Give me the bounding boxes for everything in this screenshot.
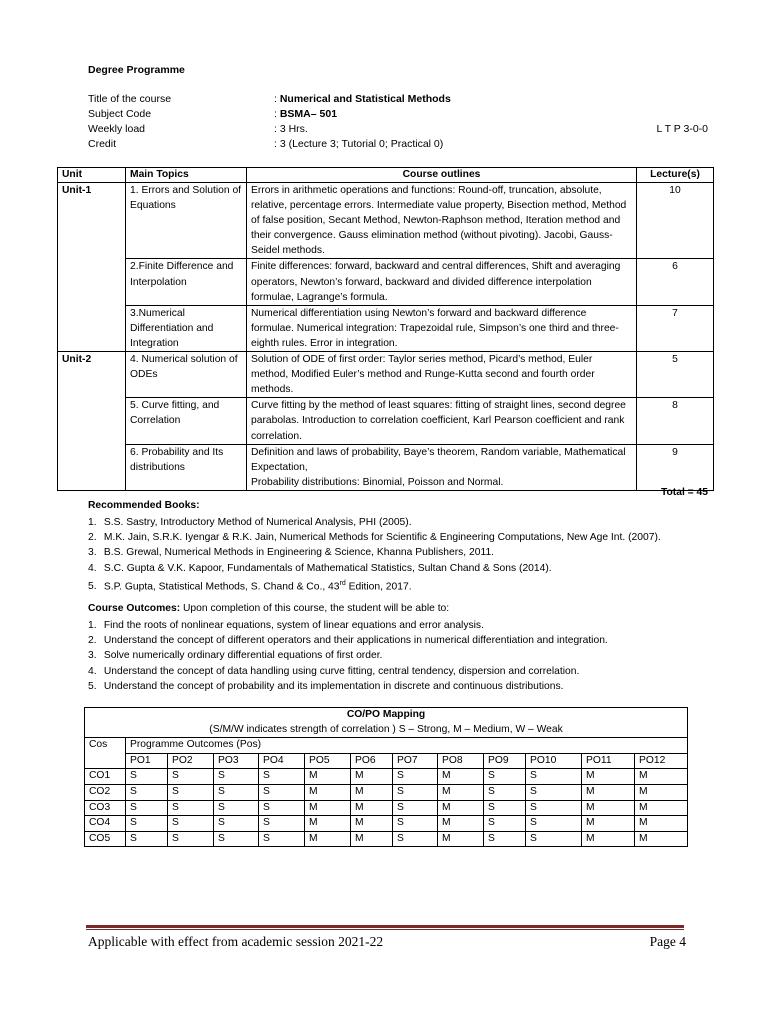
mapping-cell: S xyxy=(526,800,582,816)
mapping-cell: M xyxy=(438,769,484,785)
co-label: CO1 xyxy=(85,769,126,785)
table-row xyxy=(85,769,688,785)
credit-label: Credit xyxy=(88,138,117,150)
mapping-title: CO/PO Mapping xyxy=(85,708,688,723)
mapping-cell: S xyxy=(126,769,168,785)
co-label: CO4 xyxy=(85,816,126,832)
table-row xyxy=(58,398,714,444)
table-header-row xyxy=(58,168,714,183)
course-title-label: Title of the course xyxy=(88,93,172,105)
mapping-title-row xyxy=(85,708,688,723)
table-row xyxy=(58,183,714,259)
outcome-text: Solve numerically ordinary differential equations of first order. xyxy=(103,650,383,662)
mapping-cell: S xyxy=(126,816,168,832)
mapping-cell: S xyxy=(484,784,526,800)
po-header: PO1 xyxy=(126,753,168,769)
table-row xyxy=(85,800,688,816)
mapping-cell: S xyxy=(214,831,259,847)
course-outcomes-intro xyxy=(88,603,449,614)
book-text: S.C. Gupta & V.K. Kapoor, Fundamentals of Mathematical Statistics, Sultan Chand & Sons (2014). xyxy=(103,562,552,574)
unit-cell: Unit-2 xyxy=(58,352,126,398)
list-item: 1. Find the roots of nonlinear equations, system of linear equations and error analysis. xyxy=(88,620,484,631)
table-row xyxy=(85,816,688,832)
footer-text: Applicable with effect from academic session 2021-22 xyxy=(88,934,384,949)
po-header: PO7 xyxy=(393,753,438,769)
mapping-cell: S xyxy=(168,816,214,832)
list-item: 2. M.K. Jain, S.R.K. Iyengar & R.K. Jain, Numerical Methods for Scientific & Engineering Computations, New Age Int. (2007). xyxy=(88,532,661,544)
lectures-cell: 5 xyxy=(637,352,714,398)
mapping-group-row xyxy=(85,738,688,754)
footer-rule-thin xyxy=(86,929,684,930)
col-header-main-topics: Main Topics xyxy=(126,168,247,183)
mapping-cell: M xyxy=(438,800,484,816)
mapping-cell: S xyxy=(168,831,214,847)
topic-cell: 6. Probability and Its distributions xyxy=(126,444,247,490)
table-row xyxy=(58,444,714,490)
mapping-cell: S xyxy=(259,816,305,832)
mapping-cell: S xyxy=(214,784,259,800)
po-header: PO3 xyxy=(214,753,259,769)
book-text-tail: Edition, 2017. xyxy=(345,581,412,593)
credit-value: 3 (Lecture 3; Tutorial 0; Practical 0) xyxy=(279,138,444,150)
mapping-subtitle-row xyxy=(85,723,688,738)
mapping-cell: S xyxy=(393,769,438,785)
mapping-cell: S xyxy=(484,769,526,785)
list-item: 2. Understand the concept of different operators and their applications in numerical differentiation and integration. xyxy=(88,635,608,647)
mapping-cell: S xyxy=(393,831,438,847)
cos-header: Cos xyxy=(85,738,126,769)
course-outcomes-heading: Course Outcomes: xyxy=(88,603,181,614)
table-row xyxy=(85,784,688,800)
mapping-cell: S xyxy=(526,831,582,847)
mapping-cell: S xyxy=(484,800,526,816)
po-header: PO2 xyxy=(168,753,214,769)
outline-text-line2: Probability distributions: Binomial, Poisson and Normal. xyxy=(251,476,504,488)
outcome-text: Find the roots of nonlinear equations, system of linear equations and error analysis. xyxy=(103,620,484,631)
books-list xyxy=(88,515,661,594)
list-item: 4. S.C. Gupta & V.K. Kapoor, Fundamentals of Mathematical Statistics, Sultan Chand & Sons (2014). xyxy=(88,562,552,574)
po-header: PO4 xyxy=(259,753,305,769)
mapping-cell: S xyxy=(259,800,305,816)
po-header: PO5 xyxy=(305,753,351,769)
unit-cell xyxy=(58,398,126,444)
subject-code-row xyxy=(88,107,708,122)
outcomes-list xyxy=(88,618,608,694)
course-title-value: Numerical and Statistical Methods xyxy=(279,93,451,105)
po-group-header: Programme Outcomes (Pos) xyxy=(126,738,688,754)
mapping-cell: S xyxy=(259,784,305,800)
mapping-cell: S xyxy=(259,769,305,785)
topic-cell: 3.Numerical Differentiation and Integration xyxy=(126,305,247,351)
colon: : xyxy=(274,93,280,105)
co-rows xyxy=(85,769,688,847)
mapping-cell: M xyxy=(351,769,393,785)
mapping-cell: M xyxy=(635,831,688,847)
subject-code-value: BSMA– 501 xyxy=(279,108,338,120)
list-item: 5. S.P. Gupta, Statistical Methods, S. Chand & Co., 43rd Edition, 2017. xyxy=(88,579,412,593)
list-item: 4. Understand the concept of data handling using curve fitting, central tendency, dispersion and correlation. xyxy=(88,665,580,677)
outline-cell xyxy=(247,444,637,490)
mapping-cell: M xyxy=(351,831,393,847)
mapping-cell: M xyxy=(582,784,635,800)
colon: : xyxy=(274,123,280,135)
mapping-cell: M xyxy=(635,816,688,832)
mapping-cell: M xyxy=(635,784,688,800)
po-header: PO9 xyxy=(484,753,526,769)
mapping-cell: S xyxy=(126,784,168,800)
mapping-cell: M xyxy=(305,769,351,785)
degree-programme-heading: Degree Programme xyxy=(88,64,185,76)
superscript: rd xyxy=(339,579,346,587)
mapping-cell: M xyxy=(351,800,393,816)
outline-cell: Numerical differentiation using Newton’s forward and backward difference formulae. Numerical integration: Trapezoidal rule, Simpson’s one third and three-eighth rules. Error in integration. xyxy=(247,305,637,351)
mapping-cell: S xyxy=(526,784,582,800)
mapping-cell: S xyxy=(126,800,168,816)
mapping-cell: S xyxy=(126,831,168,847)
list-item: 3. Solve numerically ordinary differential equations of first order. xyxy=(88,650,383,662)
outcome-text: Understand the concept of data handling using curve fitting, central tendency, dispersion and correlation. xyxy=(103,665,580,677)
mapping-cell: S xyxy=(526,769,582,785)
po-header: PO6 xyxy=(351,753,393,769)
mapping-cell: S xyxy=(393,784,438,800)
mapping-cell: M xyxy=(582,831,635,847)
topic-cell: 4. Numerical solution of ODEs xyxy=(126,352,247,398)
outline-cell: Solution of ODE of first order: Taylor series method, Picard’s method, Euler method, Modified Euler’s method and Runge-Kutta second and fourth order methods. xyxy=(247,352,637,398)
mapping-cell: S xyxy=(484,831,526,847)
mapping-cell: S xyxy=(168,800,214,816)
unit-cell xyxy=(58,305,126,351)
col-header-course-outlines: Course outlines xyxy=(247,168,637,183)
mapping-cell: M xyxy=(305,831,351,847)
mapping-cell: S xyxy=(214,800,259,816)
col-header-lectures: Lecture(s) xyxy=(637,168,714,183)
lectures-cell: 7 xyxy=(637,305,714,351)
co-label: CO5 xyxy=(85,831,126,847)
mapping-cell: M xyxy=(438,816,484,832)
mapping-cell: M xyxy=(582,769,635,785)
col-header-unit: Unit xyxy=(58,168,126,183)
mapping-cell: M xyxy=(305,816,351,832)
colon: : xyxy=(274,138,280,150)
outcome-text: Understand the concept of probability and its implementation in discrete and continuous distributions. xyxy=(103,680,564,692)
mapping-cell: M xyxy=(635,769,688,785)
mapping-subtitle: (S/M/W indicates strength of correlation ) S – Strong, M – Medium, W – Weak xyxy=(85,723,688,738)
mapping-cell: S xyxy=(259,831,305,847)
unit-cell xyxy=(58,444,126,490)
outline-cell: Finite differences: forward, backward and central differences, Shift and averaging operators, Newton’s forward, backward and divided difference interpolation formulae, Lagrange’s formula. xyxy=(247,259,637,305)
lectures-cell: 8 xyxy=(637,398,714,444)
footer-rule xyxy=(86,925,684,928)
table-row xyxy=(58,305,714,351)
list-item: 5. Understand the concept of probability and its implementation in discrete and continuous distributions. xyxy=(88,680,564,692)
book-text: S.P. Gupta, Statistical Methods, S. Chand & Co., 43 xyxy=(103,581,340,593)
mapping-cell: M xyxy=(351,784,393,800)
mapping-cell: M xyxy=(438,784,484,800)
lectures-cell: 10 xyxy=(637,183,714,259)
list-item: 3. B.S. Grewal, Numerical Methods in Engineering & Science, Khanna Publishers, 2011. xyxy=(88,547,495,559)
book-text: B.S. Grewal, Numerical Methods in Engineering & Science, Khanna Publishers, 2011. xyxy=(103,547,495,559)
lectures-cell: 9 xyxy=(637,444,714,490)
credit-row xyxy=(88,137,708,152)
total-lectures: Total = 45 xyxy=(660,487,708,498)
book-text: S.S. Sastry, Introductory Method of Numerical Analysis, PHI (2005). xyxy=(103,517,412,528)
table-row xyxy=(85,831,688,847)
list-item: 1. S.S. Sastry, Introductory Method of Numerical Analysis, PHI (2005). xyxy=(88,517,412,528)
unit-cell: Unit-1 xyxy=(58,183,126,259)
po-header: PO11 xyxy=(582,753,635,769)
mapping-cell: M xyxy=(438,831,484,847)
unit-cell xyxy=(58,259,126,305)
mapping-cell: M xyxy=(582,800,635,816)
weekly-load-row xyxy=(88,122,708,137)
outline-cell: Errors in arithmetic operations and functions: Round-off, truncation, absolute, relative, percentage errors. Intermediate value property, Bisection method, Method of false position, Secant Method, Newton-Raphson method, Iteration method and their convergence. Gauss elimination method (without pivoting). Jacobi, Gauss-Seidel methods. xyxy=(247,183,637,259)
subject-code-label: Subject Code xyxy=(88,108,152,120)
co-label: CO3 xyxy=(85,800,126,816)
co-po-mapping-table xyxy=(84,707,688,847)
mapping-cell: M xyxy=(305,784,351,800)
mapping-cell: S xyxy=(526,816,582,832)
lectures-cell: 6 xyxy=(637,259,714,305)
weekly-load-label: Weekly load xyxy=(88,123,146,135)
ltp-label: L T P 3-0-0 xyxy=(656,123,708,135)
co-label: CO2 xyxy=(85,784,126,800)
table-row xyxy=(58,259,714,305)
po-header: PO8 xyxy=(438,753,484,769)
mapping-cell: S xyxy=(484,816,526,832)
mapping-cell: M xyxy=(305,800,351,816)
book-text: M.K. Jain, S.R.K. Iyengar & R.K. Jain, Numerical Methods for Scientific & Engineering Computations, New Age Int. (2007). xyxy=(103,532,661,544)
mapping-cell: M xyxy=(582,816,635,832)
syllabus-table xyxy=(57,167,714,491)
outcome-text: Understand the concept of different operators and their applications in numerical differentiation and integration. xyxy=(103,635,608,647)
outline-cell: Curve fitting by the method of least squares: fitting of straight lines, second degree parabolas. Introduction to correlation coefficient, Karl Pearson coefficient and rank correlation. xyxy=(247,398,637,444)
course-outcomes-intro-text: Upon completion of this course, the student will be able to: xyxy=(180,603,450,614)
recommended-books-heading: Recommended Books: xyxy=(88,500,200,511)
topic-cell: 1. Errors and Solution of Equations xyxy=(126,183,247,259)
po-header-row xyxy=(85,753,688,769)
table-row xyxy=(58,352,714,398)
colon: : xyxy=(274,108,280,120)
mapping-cell: S xyxy=(393,800,438,816)
mapping-cell: S xyxy=(168,784,214,800)
mapping-cell: S xyxy=(214,816,259,832)
mapping-cell: S xyxy=(214,769,259,785)
course-title-row xyxy=(88,92,708,107)
mapping-cell: S xyxy=(168,769,214,785)
mapping-cell: M xyxy=(351,816,393,832)
weekly-load-value: 3 Hrs. xyxy=(279,123,308,135)
outline-text: Definition and laws of probability, Baye’s theorem, Random variable, Mathematical Expectation, xyxy=(251,446,626,473)
po-header: PO10 xyxy=(526,753,582,769)
po-header: PO12 xyxy=(635,753,688,769)
mapping-cell: M xyxy=(635,800,688,816)
page-number: Page 4 xyxy=(649,934,686,949)
topic-cell: 2.Finite Difference and Interpolation xyxy=(126,259,247,305)
topic-cell: 5. Curve fitting, and Correlation xyxy=(126,398,247,444)
mapping-cell: S xyxy=(393,816,438,832)
